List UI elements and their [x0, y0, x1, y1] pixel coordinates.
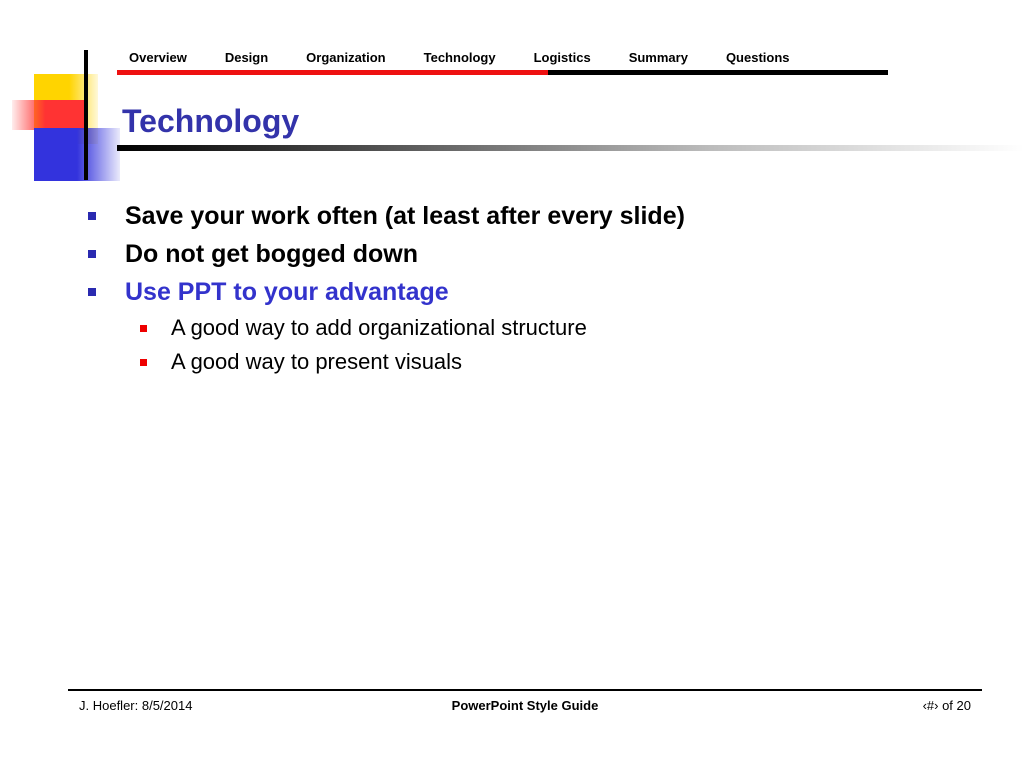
decorative-red-block	[12, 100, 86, 130]
decorative-vertical-line	[84, 50, 88, 180]
decorative-blue-block	[34, 128, 120, 181]
sub-bullet-text: A good way to present visuals	[171, 349, 463, 374]
nav-item-technology[interactable]: Technology	[423, 49, 496, 65]
square-bullet-icon	[88, 250, 96, 258]
top-navigation	[117, 47, 888, 67]
bullet-item	[88, 237, 685, 275]
slide-title: Technology	[122, 103, 300, 139]
nav-progress-active	[117, 70, 548, 75]
red-square-bullet-icon	[140, 359, 147, 366]
square-bullet-icon	[88, 288, 96, 296]
nav-item-overview[interactable]: Overview	[129, 49, 187, 65]
footer-author-date: J. Hoefler: 8/5/2014	[79, 698, 193, 713]
sub-bullet-item	[88, 313, 685, 347]
bullet-list	[88, 199, 685, 381]
nav-progress-line	[117, 70, 888, 75]
title-divider	[117, 145, 1024, 151]
square-bullet-icon	[88, 212, 96, 220]
footer-page-number: ‹#› of 20	[922, 698, 971, 713]
nav-item-logistics[interactable]: Logistics	[533, 49, 591, 65]
nav-item-questions[interactable]: Questions	[725, 49, 790, 65]
nav-item-organization[interactable]: Organization	[306, 49, 386, 65]
nav-item-design[interactable]: Design	[224, 49, 269, 65]
red-square-bullet-icon	[140, 325, 147, 332]
bullet-item	[88, 199, 685, 237]
bullet-text: Use PPT to your advantage	[125, 278, 449, 306]
bullet-item-highlighted	[88, 275, 685, 313]
bullet-text: Save your work often (at least after every slide)	[125, 202, 685, 230]
nav-progress-remaining	[548, 70, 888, 75]
sub-bullet-item	[88, 347, 685, 381]
sub-bullet-text: A good way to add organizational structure	[171, 315, 587, 340]
footer-divider	[68, 689, 982, 691]
nav-item-summary[interactable]: Summary	[628, 49, 688, 65]
footer-title: PowerPoint Style Guide	[451, 698, 599, 713]
bullet-text: Do not get bogged down	[125, 240, 418, 268]
